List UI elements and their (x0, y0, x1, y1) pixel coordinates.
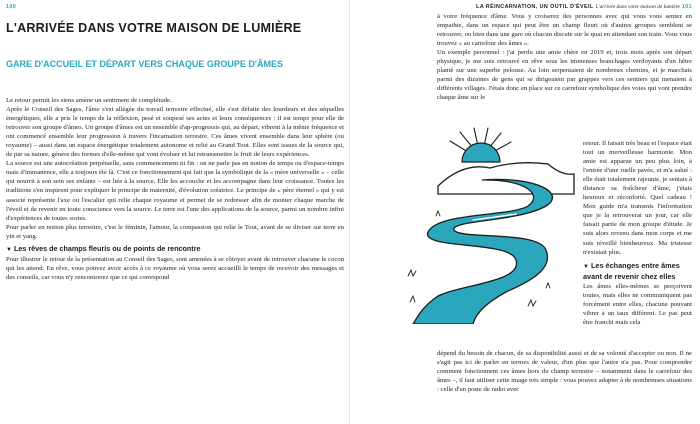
right-page (350, 0, 700, 424)
section-heading-text: Les rêves de champs fleuris ou de points de rencontre (13, 243, 201, 253)
section-heading (6, 244, 344, 255)
running-head-title: LA RÉINCARNATION, UN OUTIL D'ÉVEIL (476, 4, 594, 10)
left-running-head (6, 4, 16, 10)
running-head-chapter: L'arrivée dans votre maison de lumière (595, 4, 680, 10)
hills (438, 163, 574, 194)
paragraph: La source est une autocréation perpétuelle, sans commencement ni fin : on ne parle pas en notion de temps ou d'espace-temps mais d'immanence, elle a toujours été là. C'est ce fonctionnement qui fait que la symbolique de la « mère universelle » – celle qui nourrit à son sein ses enfants – est liée à la source. Elle les accouche et les accompagne dans leur croissance. Toutes les traditions s'en inspirent pour expliquer le principe de maternité, d'évolution créatrice. Le principe de « père éternel » qui y est associé représente l'axe ou l'escalier qui relie chaque royaume et permet de se redresser afin de monter chaque marche de l'éveil et de revenir en toute conscience vers la source. Le terre est l'une des applications de la source, parmi un nombre infini d'expériences de toutes sortes. (6, 160, 344, 222)
paragraph: Pour parler en notion plus terrestre, c'est le féminin, l'amour, la compassion qui relie le Tout, avant de se diviser sur terre en yin et yang. (6, 223, 344, 240)
left-body (6, 96, 344, 282)
right-column-text (583, 139, 692, 327)
paragraph: retour. Il faisait très beau et l'espace était tout un merveilleuse harmonie. Mon amie est apparue un peu plus loin, à l'entrée d'une ruelle pavée, et m'a salué : elle était totalement rajeunie, je sentais à distance sa fraîcheur d'âme, j'étais heureux et réconforté. Quel cadeau ! Mon guide m'a transmis l'information que je la retrouverai un jour, car elle faisait partie de mon groupe d'étude. Je suis alors revenu dans mon corps et me suis réveillé bienheureux. Ma tristesse n'existait plus. (583, 140, 692, 256)
paragraph: à votre fréquence d'âme. Vous y croiserez des personnes avec qui vous vous sentez en empathie, dans un espace qui peut être un champ fleuri où d'autres groupes semblent se retrouver, ou bien dans une gare où chacun discute sur le quai en attendant son train. Vous vous trouvez « au carrefour des âmes ». (437, 13, 692, 48)
left-page-number: 100 (6, 4, 17, 10)
paragraph: Pour illustrer le retour de la présentation au Conseil des Sages, sont amenées à se côtoyer avant de retrouver chacune le cocon qui les attend. En rêve, vous pouvez avoir accès à ce royaume où vous serez accueilli le temps de recevoir des messages et des conseils, car vous n'y rencontrerez que ce qui correspond (6, 255, 344, 281)
right-bottom-text (437, 349, 692, 394)
sun (462, 143, 500, 162)
right-page-number: 101 (681, 4, 692, 10)
page-title: L'ARRIVÉE DANS VOTRE MAISON DE LUMIÈRE (6, 21, 302, 35)
paragraph: dépend du besoin de chacun, de sa disponibilité aussi et de sa volonté d'accepter ou non. Il ne s'agit pas ici de parler en termes de valeur, d'un plus que l'autre n'a pas. Pour comprendre comment fonctionnent ces âmes hors du champ terrestre – notamment dans le carrefour des âmes –, il faut utiliser cette image très simple : vous pouvez adapter à de nombreuses situations : celle d'un poste de radio avec (437, 350, 692, 394)
paragraph: Les âmes elles-mêmes se perçoivent toutes, mais elles ne communiquent pas forcément entre elles, chacune pouvant vibrer à un taux différent. Le pas peut être franchi mais cela (583, 282, 692, 326)
section-subtitle: GARE D'ACCUEIL ET DÉPART VERS CHAQUE GROUPE D'ÂMES (6, 59, 283, 69)
triangle-bullet-icon: ▼ (6, 246, 12, 253)
river-highlight (438, 264, 478, 274)
paragraph: Un exemple personnel : j'ai perdu une amie chère en 2019 et, trois mois après son départ physique, je me suis retrouvé en rêve sous les immenses branchages verdoyants d'un hêtre planté sur une superbe pelouse. Au loin serpentaient de nombreux chemins, et je marchais parmi des dizaines de gens qui se dirigeaient par grappes vers ces sentiers qui menaient à différents villages. J'étais donc en place sur ce carrefour symbolique des voies qui vont prendre chaque âme sur le (437, 49, 692, 102)
section-heading (583, 261, 692, 282)
river-sunrise-illustration (378, 124, 578, 324)
paragraph: Après le Conseil des Sages, l'âme s'est allégée du travail terrestre effectué, elle s'est défaite des lourdeurs et des séquelles énergétiques, elle a pris le temps de la réflexion, pesé et soupesé ses actes et leurs conséquences : il est temps pour elle de retrouver son groupe d'âmes. Un groupe d'âmes est un ensemble d'ap-progressis qui, au départ, vibrent à la même fréquence et ont commencé ensemble leur progression à travers l'incarnation terrestre. Ces âmes vivent ensemble dans leur sphère (ou royaume) – aussi dans un espace énergétique totalement autonome et relié au Grand Tout. Elles sont issues de la source qui, de par sa nature, génère des formes d'elle-même qui vont évoluer et lui retransmettre le fruit de leurs expériences. (6, 106, 344, 159)
section-heading-text: Les échanges entre âmes avant de revenir chez elles (583, 260, 680, 282)
triangle-bullet-icon: ▼ (583, 263, 589, 270)
right-running-head (476, 4, 692, 10)
paragraph: Le retour permit les siens amène un sentiment de complétude. (6, 97, 172, 104)
right-top-text (437, 12, 692, 102)
